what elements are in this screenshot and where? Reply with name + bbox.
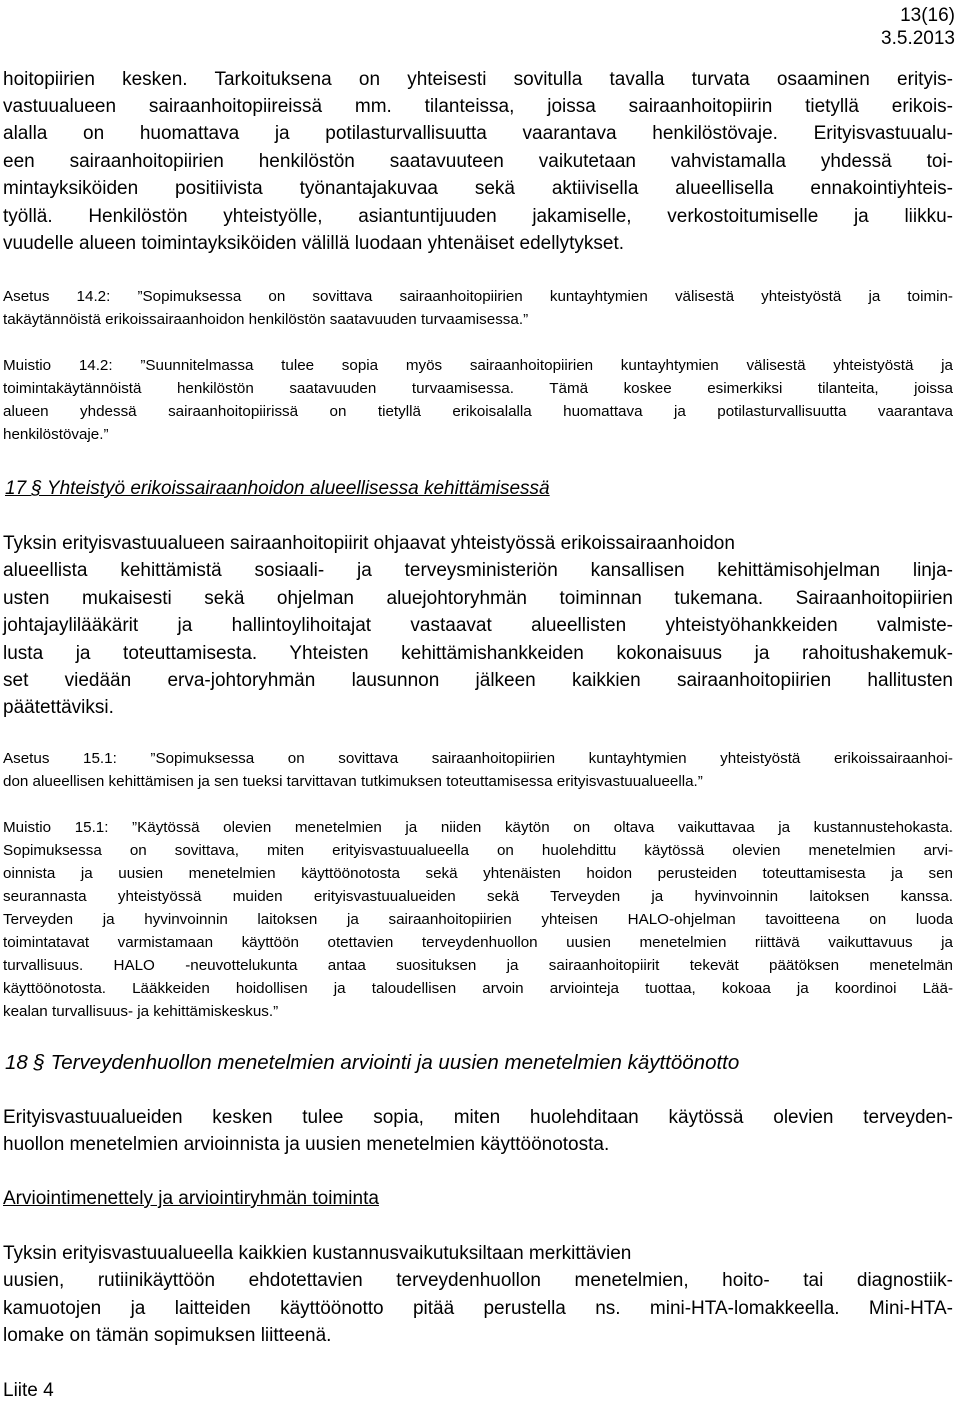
text-line: kamuotojen ja laitteiden käyttöönotto pitää perustella ns. mini-HTA-lomakkeella. Mini-HTA- (3, 1298, 953, 1319)
text-line: Erityisvastuualueiden kesken tulee sopia, miten huolehditaan käytössä olevien terveyden- (3, 1107, 953, 1128)
text-line: usten mukaisesti sekä ohjelman aluejohtoryhmän toiminnan tukemana. Sairaanhoitopiirien (3, 588, 953, 609)
text-line: toimintatavat varmistamaan käyttöön otettavien terveydenhuollon uusien menetelmien riittävä vaikuttavuus ja (3, 934, 953, 951)
text-line: alalla on huomattava ja potilasturvallisuutta vaarantava henkilöstövaje. Erityisvastuualu- (3, 123, 953, 144)
text-line: set viedään erva-johtoryhmän lausunnon jälkeen kaikkien sairaanhoitopiirien hallitusten (3, 670, 953, 691)
text-line: käyttöönotosta. Lääkkeiden hoidollisen ja taloudellisen arvoin arviointeja tuottaa, kokoaa ja koordinoi Lää- (3, 980, 953, 997)
text-line: Sopimuksessa on sovittava, miten erityisvastuualueella on huolehdittu käytössä olevien menetelmien arvi- (3, 842, 953, 859)
text-line: alueellista kehittämistä sosiaali- ja terveysministeriön kansallisen kehittämisohjelman linja- (3, 560, 953, 581)
text-line: kealan turvallisuus- ja kehittämiskeskus.” (3, 1003, 279, 1020)
text-line: uusien, rutiinikäyttöön ehdotettavien terveydenhuollon menetelmien, hoito- tai diagnostiik- (3, 1270, 953, 1291)
text-line: työllä. Henkilöstön yhteistyölle, asiantuntijuuden jakamiselle, verkostoitumiselle ja liikku- (3, 206, 953, 227)
text-line: hoitopiirien kesken. Tarkoituksena on yhteisesti sovitulla tavalla turvata osaaminen erityis- (3, 69, 953, 90)
text-line: Muistio 15.1: ”Käytössä olevien menetelmien ja niiden käytön on oltava vaikuttavaa ja kustannustehokasta. (3, 819, 953, 836)
text-line: lomake on tämän sopimuksen liitteenä. (3, 1325, 332, 1346)
text-line: Asetus 15.1: ”Sopimuksessa on sovittava sairaanhoitopiirien kuntayhtymien yhteistyöstä erikoissairaanhoi- (3, 750, 953, 767)
text-line: Asetus 14.2: ”Sopimuksessa on sovittava sairaanhoitopiirien kuntayhtymien välisestä yhteistyöstä ja toimin- (3, 288, 953, 305)
text-line: alueen yhdessä sairaanhoitopiirissä on tietyllä erikoisalalla huomattava ja potilasturvallisuutta vaarantava (3, 403, 953, 420)
document-date: 3.5.2013 (881, 28, 955, 49)
text-line: een sairaanhoitopiirien henkilöstön saatavuuteen vaikutetaan vahvistamalla yhdessä toi- (3, 151, 953, 172)
text-line: Muistio 14.2: ”Suunnitelmassa tulee sopia myös sairaanhoitopiirien kuntayhtymien välisestä yhteistyöstä ja (3, 357, 953, 374)
text-line: Liite 4 (3, 1380, 54, 1401)
section-heading: 18 § Terveydenhuollon menetelmien arviointi ja uusien menetelmien käyttöönotto (5, 1051, 740, 1074)
text-line: oinnista ja uusien menetelmien käyttöönotosta sekä yhtenäisten hoidon perusteiden toteuttamisesta ja sen (3, 865, 953, 882)
page-number: 13(16) (900, 5, 955, 26)
text-line: vuudelle alueen toimintayksiköiden välillä luodaan yhtenäiset edellytykset. (3, 233, 625, 254)
text-line: Terveyden ja hyvinvoinnin laitoksen ja sairaanhoitopiirien yhteisen HALO-ohjelman tavoitteena on luoda (3, 911, 953, 928)
text-line: henkilöstövaje.” (3, 426, 109, 443)
text-line: Tyksin erityisvastuualueen sairaanhoitopiirit ohjaavat yhteistyössä erikoissairaanhoidon (3, 533, 735, 554)
text-line: johtajaylilääkärit ja hallintoylihoitajat vastaavat alueellisten yhteistyöhankkeiden valmiste- (3, 615, 953, 636)
text-line: takäytännöistä erikoissairaanhoidon henkilöstön saatavuuden turvaamisessa.” (3, 311, 529, 328)
text-line: huollon menetelmien arvioinnista ja uusien menetelmien käyttöönotosta. (3, 1134, 610, 1155)
text-line: turvallisuus. HALO -neuvottelukunta antaa suosituksen ja sairaanhoitopiirit tekevät päätöksen menetelmän (3, 957, 953, 974)
text-line: mintayksiköiden positiivista työnantajakuvaa sekä aktiivisella alueellisella ennakointiyhteis- (3, 178, 953, 199)
text-line: don alueellisen kehittämisen ja sen tueksi tarvittavan tutkimuksen toteuttamisessa erityisvastuualueella.” (3, 773, 703, 790)
section-heading: 17 § Yhteistyö erikoissairaanhoidon alueellisessa kehittämisessä (5, 478, 550, 499)
page-header (881, 4, 955, 50)
text-line: toimintakäytännöistä henkilöstön saatavuuden turvaamisessa. Tämä koskee esimerkiksi tilanteita, joissa (3, 380, 953, 397)
text-line: seurannasta yhteistyössä muiden erityisvastuualueiden sekä Terveyden ja hyvinvoinnin laitoksen kanssa. (3, 888, 953, 905)
text-line: päätettäviksi. (3, 697, 114, 718)
text-line: Tyksin erityisvastuualueella kaikkien kustannusvaikutuksiltaan merkittävien (3, 1243, 632, 1264)
subsection-heading: Arviointimenettely ja arviointiryhmän toiminta (3, 1188, 379, 1209)
text-line: vastuualueen sairaanhoitopiireissä mm. tilanteissa, joissa sairaanhoitopiirin tietyllä erikois- (3, 96, 953, 117)
text-line: lusta ja toteuttamisesta. Yhteisten kehittämishankkeiden kokonaisuus ja rahoitushakemuk- (3, 643, 953, 664)
